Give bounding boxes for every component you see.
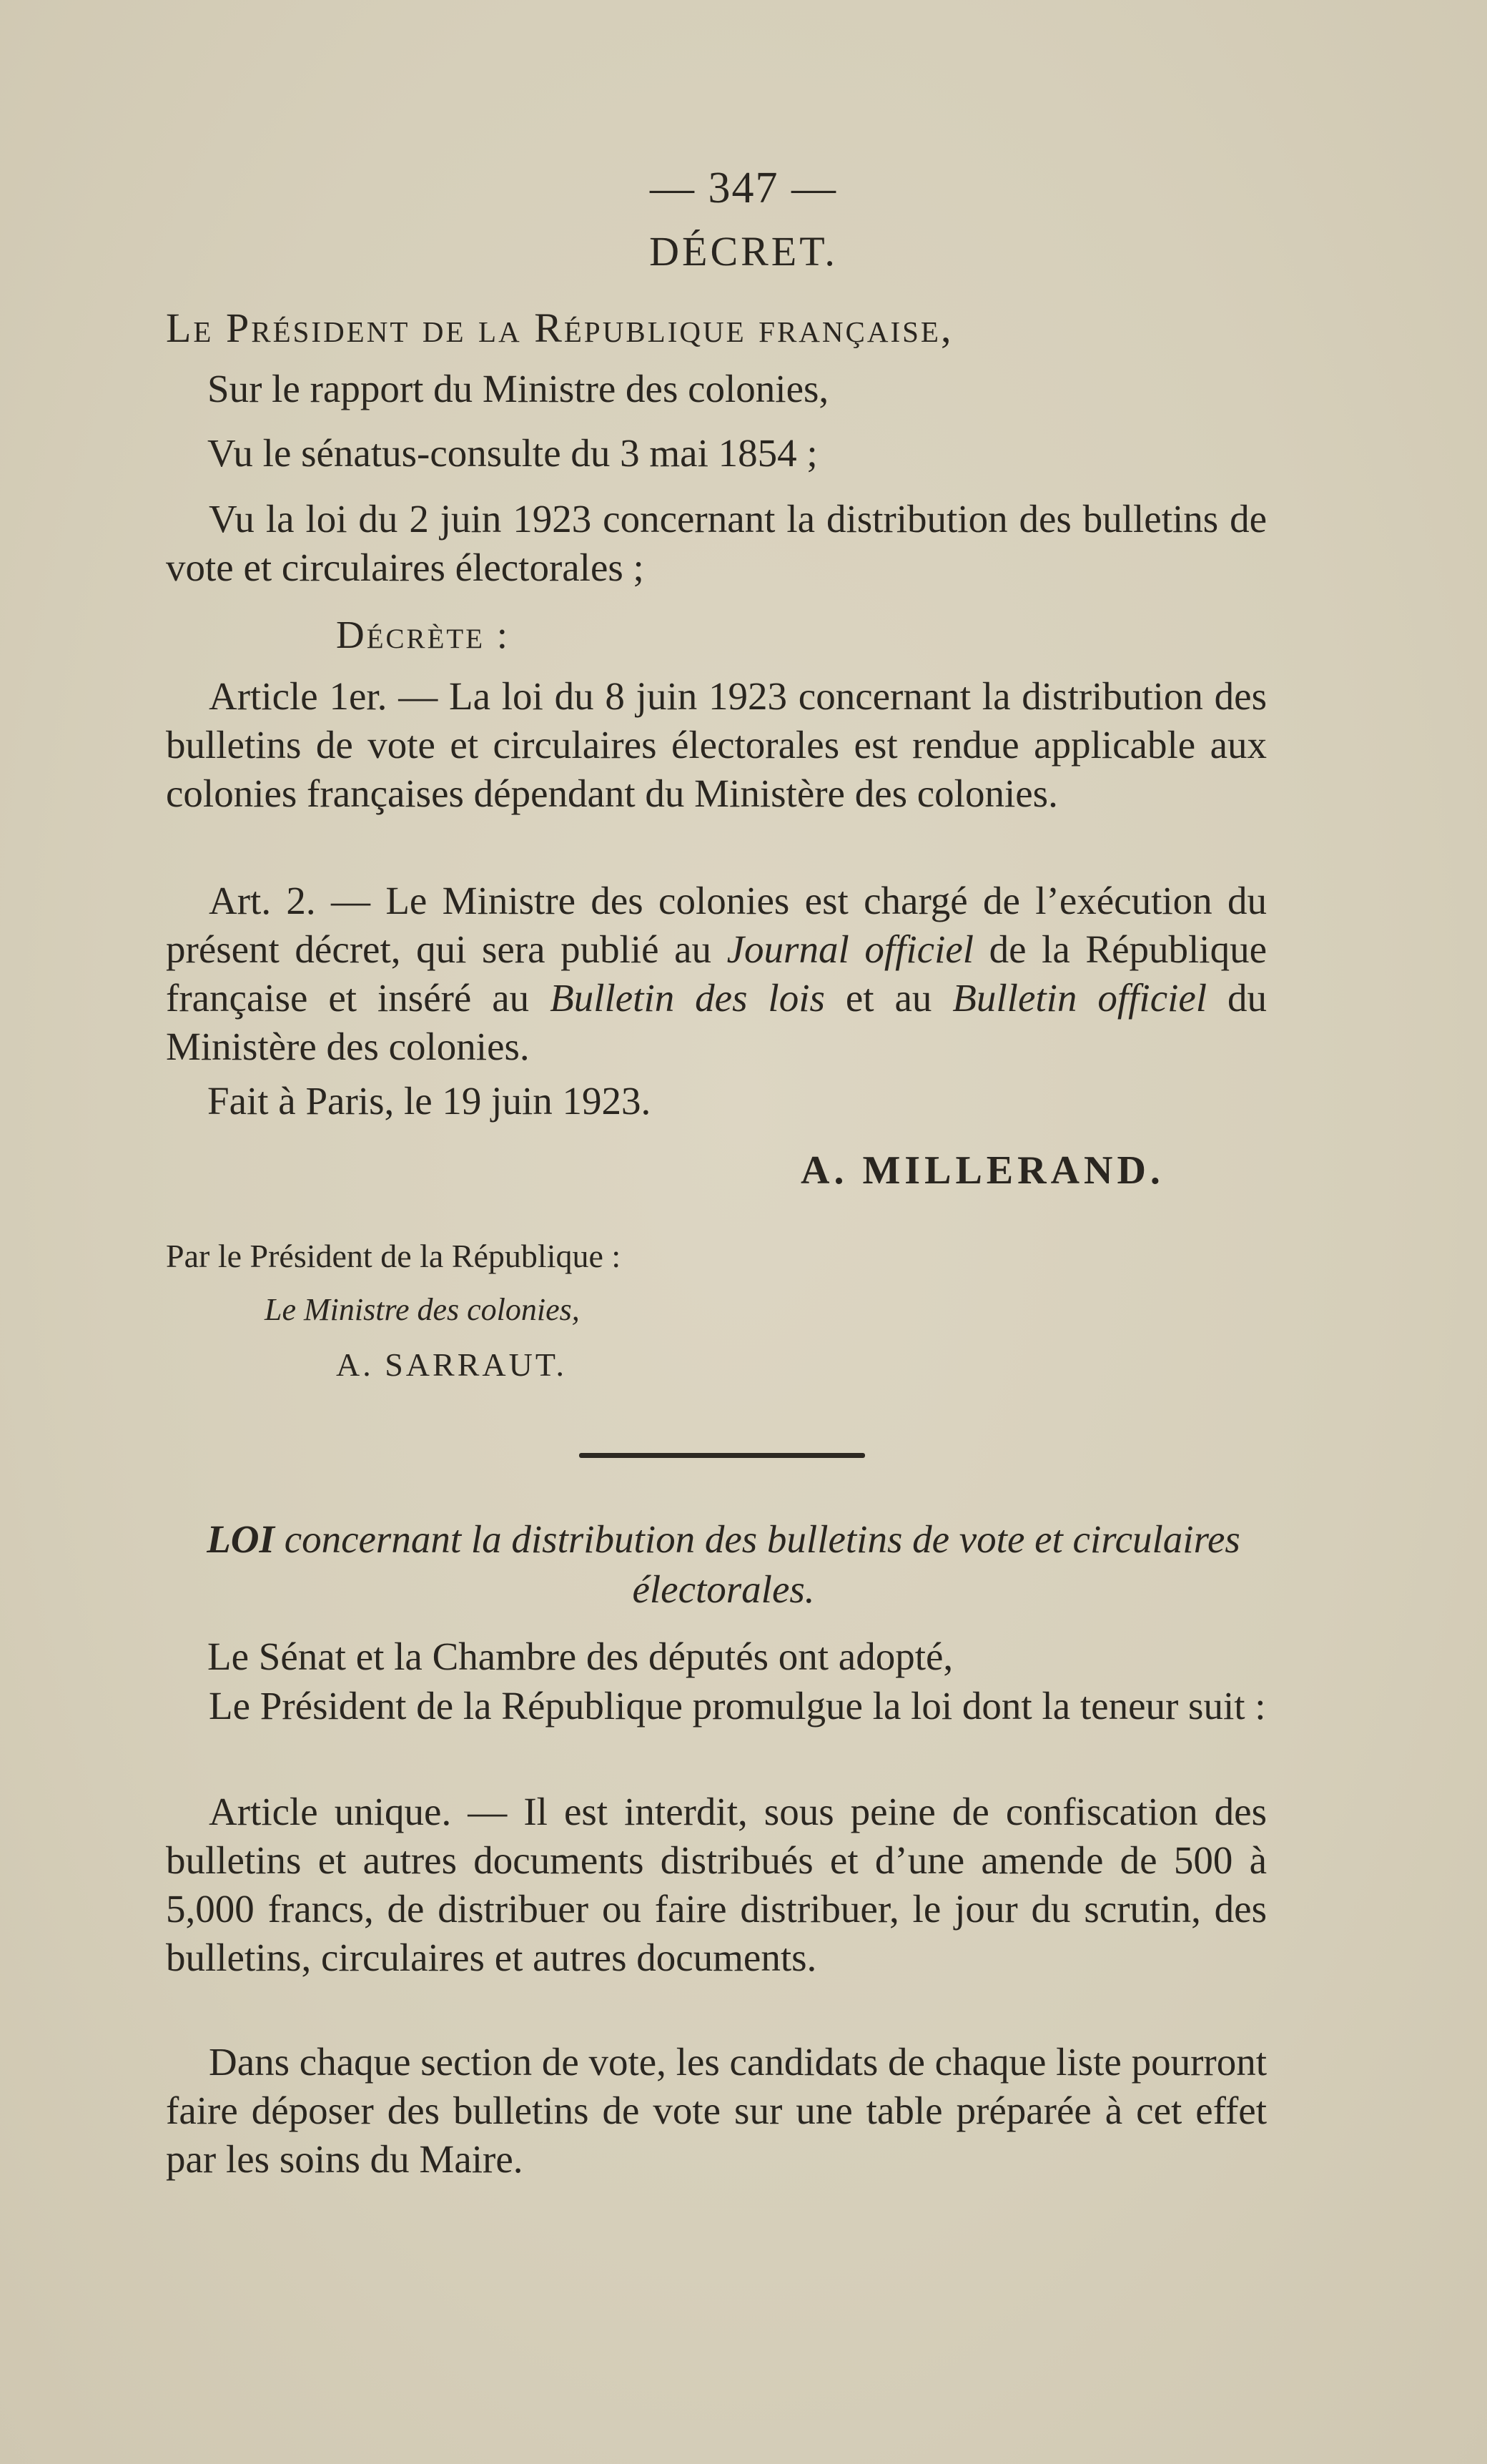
president-promulgue-paragraph: Le Président de la République promulgue la loi dont la teneur suit :	[209, 1684, 1266, 1728]
article-2-start: Art. 2. — Le Ministre des colonies est chargé de l’exécution du présent décret, qui sera publié au	[166, 879, 1267, 971]
article-unique-paragraph: Article unique. — Il est interdit, sous peine de confiscation des bulletins et autres documents distribués et d’une amende de 500 à 5,000 francs, de distribuer ou faire distribuer, le jour du scrutin, des bulletins, circulaires et autres documents.	[166, 1790, 1267, 1979]
par-le-president: Par le Président de la République :	[166, 1238, 621, 1274]
article-2-mid2: et au	[824, 976, 953, 1020]
signature-sarraut: A. SARRAUT.	[336, 1346, 568, 1383]
article-1-paragraph: Article 1er. — La loi du 8 juin 1923 concernant la distribution des bulletins de vote et circulaires électorales est rendue applicable aux colonies françaises dépendant du Ministère des colonies.	[166, 674, 1267, 815]
vu-loi-paragraph: Vu la loi du 2 juin 1923 concernant la distribution des bulletins de vote et circulaires électorales ;	[166, 497, 1267, 589]
senatus-consulte-line: Vu le sénatus-consulte du 3 mai 1854 ;	[207, 431, 818, 475]
article-2-mid1: de la République française et inséré au	[166, 927, 1267, 1020]
decree-heading: DÉCRET.	[649, 228, 838, 275]
journal-officiel-ref: Journal officiel	[726, 927, 974, 971]
signature-millerand: A. MILLERAND.	[801, 1148, 1165, 1193]
bulletin-lois-ref: Bulletin des lois	[550, 976, 825, 1020]
article-2-paragraph	[166, 877, 1267, 1071]
president-line: Le Président de la République française,	[166, 305, 954, 351]
loi-title-rest: concernant la distribution des bulletins de vote et circulaires électorales.	[274, 1517, 1240, 1611]
article-2-end: du Ministère des colonies.	[166, 976, 1268, 1068]
section-divider	[579, 1453, 865, 1458]
senat-line: Le Sénat et la Chambre des députés ont adopté,	[207, 1635, 954, 1678]
bulletin-officiel-ref: Bulletin officiel	[952, 976, 1207, 1020]
le-ministre-des-colonies: Le Ministre des colonies,	[265, 1292, 580, 1327]
dans-chaque-paragraph: Dans chaque section de vote, les candidats de chaque liste pourront faire déposer des bulletins de vote sur une table préparée à cet effet par les soins du Maire.	[166, 2040, 1267, 2181]
loi-title-first: LOI	[207, 1517, 275, 1561]
decrete-label: Décrète :	[336, 613, 510, 656]
page-number: — 347 —	[650, 164, 837, 212]
loi-title	[166, 1514, 1281, 1615]
rapport-line: Sur le rapport du Ministre des colonies,	[207, 367, 829, 410]
fait-a-paris: Fait à Paris, le 19 juin 1923.	[207, 1079, 651, 1123]
